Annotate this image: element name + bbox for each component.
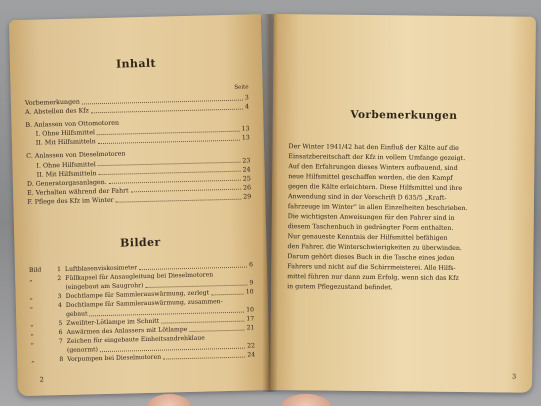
- toc-entry-label: II. Mit Hilfsmitteln: [35, 138, 96, 148]
- figure-number: 7: [58, 338, 63, 346]
- text-line: den Fahrer, die Winterschwierigkeiten zu überwinden.: [287, 243, 462, 253]
- toc-entry-label: F. Pflege des Kfz im Winter: [27, 196, 114, 206]
- toc-entry-label: II. Mit Hilfsmitteln: [36, 169, 97, 179]
- figure-caption: Vorpumpen bei Dieselmotoren: [67, 353, 162, 363]
- figure-number: 3: [57, 293, 62, 301]
- book-gutter: [262, 14, 278, 392]
- toc-entry-page: 29: [243, 193, 252, 201]
- figure-prefix: „: [31, 356, 35, 364]
- dot-leader: [163, 351, 245, 360]
- text-line: neue Hilfsmittel geschaffen worden, die den Kampf: [288, 173, 453, 182]
- figures-list: [29, 260, 255, 364]
- dot-leader: [211, 288, 244, 295]
- toc-entry-page: 3: [244, 94, 249, 102]
- toc-entry-page: 13: [241, 134, 250, 142]
- text-line: Nur genaueste Kenntnis der Hilfsmittel befähigen: [287, 233, 448, 242]
- figure-prefix: „: [29, 275, 33, 283]
- dot-leader: [189, 324, 245, 332]
- text-line: Anwendung sind in der Vorschrift D 635/5 „Kraft-: [287, 193, 447, 202]
- toc-entry-label: D. Generatorgasanlagen.: [26, 178, 107, 188]
- toc-entry-label: E. Verhalten während der Fahrt: [27, 187, 129, 197]
- toc-entry-label: A. Abstellen des Kfz: [25, 107, 89, 116]
- figure-page: 22: [247, 342, 256, 350]
- table-of-contents: [25, 93, 252, 206]
- dot-leader: [161, 315, 245, 324]
- toc-entry-page: 23: [242, 156, 251, 165]
- figure-prefix: „: [30, 338, 35, 346]
- text-line: in gutem Pflegezustand befindet.: [287, 283, 393, 292]
- text-line: Fahrers und nicht auf die Schirrmeisterei. Alle Hilfs-: [287, 263, 456, 272]
- figure-caption: Dochtlampe für Sammlerauswärmung, zerlegt: [65, 289, 210, 300]
- figure-number: 4: [57, 302, 62, 310]
- figure-prefix: „: [30, 329, 34, 337]
- figure-prefix: „: [29, 302, 34, 310]
- figure-number: 8: [59, 356, 64, 364]
- text-line: fahrzeuge im Winter“ in allen Einzelheiten beschrieben.: [287, 203, 468, 213]
- preface-body: [287, 142, 521, 294]
- figure-caption: Zeichen für eingebaute Einheitsandrehklaue: [66, 334, 205, 345]
- figure-page: 10: [245, 288, 254, 296]
- figure-caption: Dochtlampe für Sammlerauswärmung, zusammen-: [65, 298, 223, 309]
- figure-number: 6: [58, 329, 63, 337]
- figure-number: 5: [58, 320, 63, 328]
- dot-leader: [145, 279, 247, 288]
- figure-caption: gebaut: [66, 310, 88, 318]
- figure-number: 1: [57, 266, 62, 274]
- figure-caption: Anwärmen des Anlassers mit Lötlampe: [66, 326, 188, 336]
- toc-entry-page: 25: [242, 175, 251, 183]
- dot-leader: [139, 261, 247, 270]
- page-number-right: 3: [511, 372, 517, 381]
- figure-caption: Füllkapsel für Ansaugleitung bei Dieselmotoren: [65, 271, 214, 282]
- figure-prefix: „: [29, 293, 33, 301]
- text-line: Der Winter 1941/42 hat den Einfluß der Kälte auf die: [288, 143, 459, 152]
- toc-entry-label: C. Anlassen von Dieselmotoren: [26, 150, 126, 161]
- figure-prefix: Bild: [28, 266, 42, 274]
- toc-entry-label: I. Ohne Hilfsmittel: [36, 160, 96, 170]
- toc-entry-page: 26: [242, 184, 252, 192]
- figure-number: 2: [57, 275, 62, 283]
- figure-page: 21: [246, 324, 255, 332]
- figures-title: Bilder: [119, 235, 161, 250]
- figure-caption: (eingebaut am Saugrohr): [65, 282, 144, 291]
- preface-title: Vorbemerkungen: [350, 108, 458, 122]
- toc-entry-page: 4: [244, 103, 250, 111]
- text-line: diesem Taschenbuch in gedrängter Form enthalten.: [287, 223, 454, 232]
- text-line: mittel führen nur dann zum Erfolg, wenn sich das Kfz: [287, 273, 459, 282]
- figure-page: 24: [247, 351, 256, 359]
- toc-title: Inhalt: [115, 56, 157, 71]
- toc-entry-label: I. Ohne Hilfsmittel: [35, 129, 96, 138]
- toc-entry-page: 13: [241, 125, 250, 133]
- right-page: [270, 14, 536, 393]
- text-line: Darum gehört dieses Buch in die Tasche eines jeden: [287, 253, 455, 262]
- figure-caption: Luftblasenviskosimeter: [64, 264, 138, 273]
- figure-page: 10: [246, 306, 255, 314]
- text-line: gegen die Kälte erleichtern. Diese Hilfsmittel und ihre: [288, 183, 463, 193]
- figure-caption: Zweiliter-Lötlampe im Schnitt: [66, 317, 160, 327]
- text-line: Die wichtigsten Anweisungen für den Fahrer sind in: [287, 213, 455, 222]
- figure-page: 6: [248, 261, 254, 269]
- figure-page: 9: [249, 279, 254, 287]
- left-page: [9, 14, 270, 396]
- toc-entry-label: Vorbemerkungen: [24, 98, 80, 107]
- page-number-left: 2: [39, 375, 44, 384]
- text-line: Einsatzbereitschaft der Kfz in vollem Umfange gezeigt.: [288, 153, 466, 163]
- seite-label: Seite: [234, 84, 249, 91]
- figure-caption: (genormt): [66, 346, 99, 354]
- toc-entry-page: 24: [242, 166, 251, 174]
- dot-leader: [131, 183, 242, 192]
- figure-prefix: „: [30, 320, 34, 328]
- text-line: Auf den Erfahrungen dieses Winters aufbauend, sind: [288, 163, 458, 172]
- figure-page: 17: [246, 315, 255, 323]
- toc-entry-label: B. Anlassen von Ottomotoren: [25, 119, 120, 130]
